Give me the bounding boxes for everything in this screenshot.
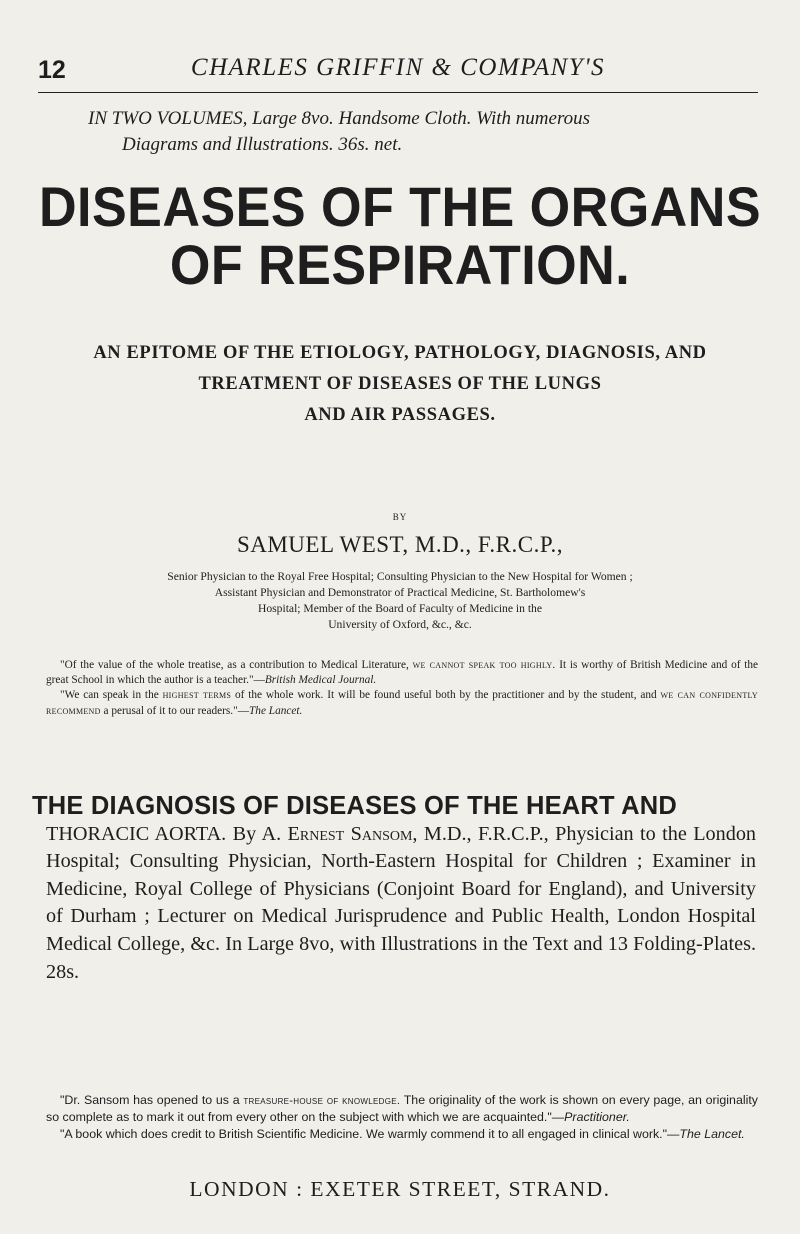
book1-title: [28, 175, 772, 296]
book1-subtitle-line2: TREATMENT OF DISEASES OF THE LUNGS: [198, 374, 602, 394]
book2-review-lancet: "A book which does credit to British Scientific Medicine. We warmly commend it to all engaged in clinical work."—The Lancet.: [60, 1126, 745, 1141]
book1-title-line1: DISEASES OF THE ORGANS: [38, 175, 762, 238]
credentials-line: Assistant Physician and Demonstrator of Practical Medicine, St. Bartholomew's: [214, 586, 586, 599]
book1-author: SAMUEL WEST, M.D., F.R.C.P.,: [236, 532, 564, 557]
running-header: [38, 52, 758, 88]
running-title: CHARLES GRIFFIN & COMPANY'S: [190, 54, 606, 81]
publisher-imprint: LONDON : EXETER STREET, STRAND.: [189, 1177, 611, 1201]
book1-by: BY: [392, 512, 408, 522]
book1-subtitle-line3: AND AIR PASSAGES.: [304, 405, 496, 425]
book1-edition-line2: Diagrams and Illustrations. 36s. net.: [122, 134, 403, 155]
book2-title: THE DIAGNOSIS OF DISEASES OF THE HEART AND: [32, 792, 678, 820]
credentials-line: University of Oxford, &c., &c.: [328, 618, 472, 631]
book1-review-bmj: "Of the value of the whole treatise, as a contribution to Medical Literature, we cannot speak too highly. It is worthy of British Medicine and of the great School in which the author is a teacher."—British Medical Journal.: [46, 659, 759, 687]
book1-review-lancet: "We can speak in the highest terms of the whole work. It will be found useful both by the practitioner and by the student, and we can confidently recommend a perusal of it to our readers."—The Lancet.: [46, 689, 758, 717]
credentials-line: Senior Physician to the Royal Free Hospital; Consulting Physician to the New Hospital for Women ;: [167, 570, 633, 583]
page-number: 12: [38, 56, 66, 84]
book2-entry: [32, 792, 757, 986]
review-source: Practitioner.: [564, 1110, 630, 1125]
book1-reviews: [46, 658, 758, 719]
review-source: The Lancet.: [249, 704, 303, 717]
review-source: British Medical Journal.: [264, 674, 377, 687]
review-source: The Lancet.: [679, 1126, 745, 1141]
book2-reviews: [46, 1092, 758, 1142]
book2-description: THORACIC AORTA. By A. Ernest Sansom, M.D., F.R.C.P., Physician to the London Hospital; Consulting Physician, North-Eastern Hospital for Children ; Examiner in Medicine, Royal College of Physicians (Conjoint Board for England), and University of Durham ; Lecturer on Medical Jurisprudence and Public Health, London Hospital Medical College, &c. In Large 8vo, with Illustrations in the Text and 13 Folding-Plates. 28s.: [46, 822, 757, 983]
book1-subtitle-line1: AN EPITOME OF THE ETIOLOGY, PATHOLOGY, DIAGNOSIS, AND: [93, 343, 707, 363]
book2-review-practitioner: "Dr. Sansom has opened to us a treasure-house of knowledge. The originality of the work is shown on every page, an originality so complete as to mark it out from every other on the subject with which we are acquainted."—Practitioner.: [46, 1093, 758, 1125]
book1-subtitle: [40, 338, 760, 431]
book1-edition-line1: IN TWO VOLUMES, Large 8vo. Handsome Cloth. With numerous: [88, 108, 591, 129]
book1-edition-details: [88, 106, 748, 158]
header-rule: [38, 92, 758, 93]
credentials-line: Hospital; Member of the Board of Faculty of Medicine in the: [258, 602, 542, 615]
book2-author: Ernest Sansom,: [287, 822, 418, 845]
book1-author-credentials: [60, 569, 740, 633]
book1-title-line2: OF RESPIRATION.: [169, 233, 631, 296]
